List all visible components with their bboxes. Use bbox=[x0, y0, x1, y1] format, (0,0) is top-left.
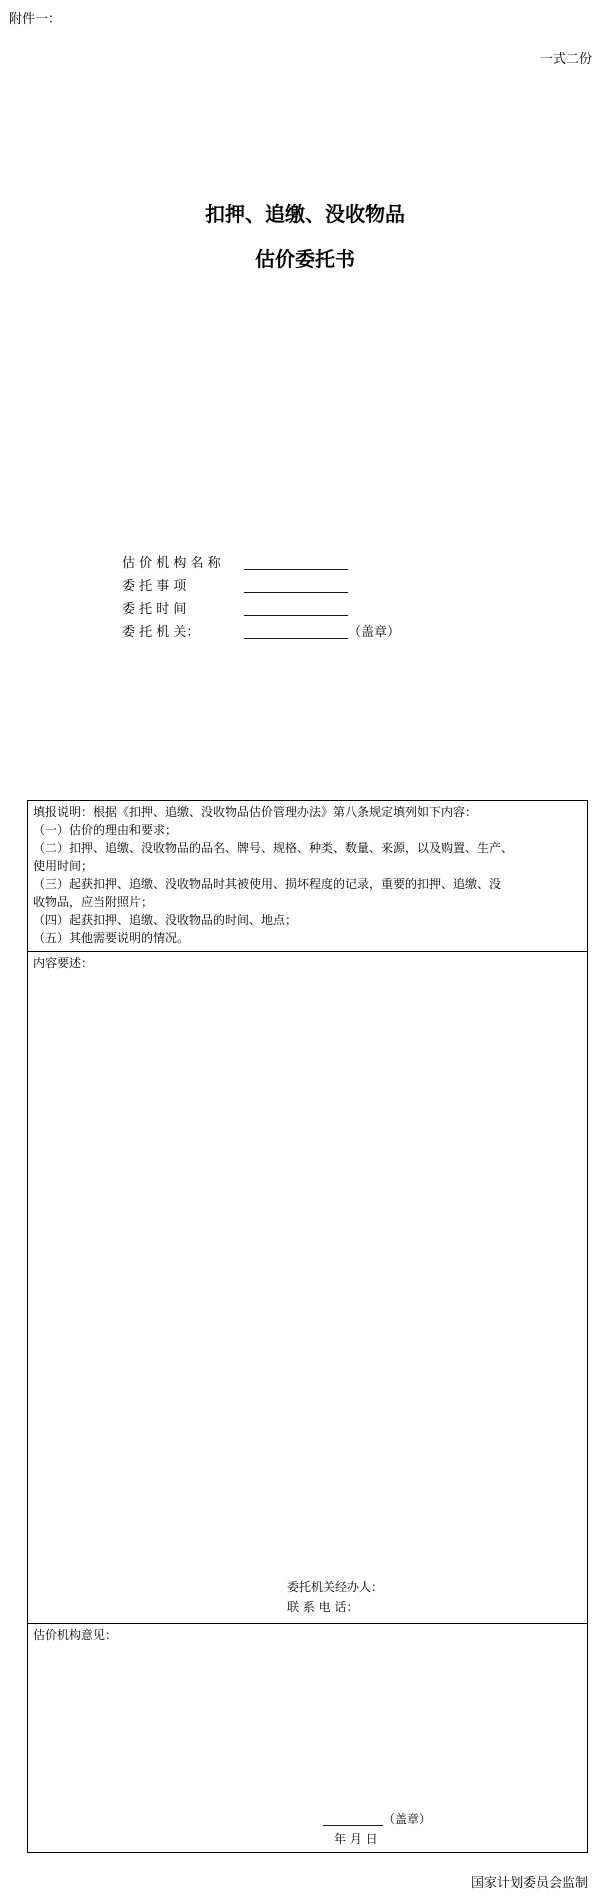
handler-label: 委托机关经办人： bbox=[287, 1580, 384, 1594]
field-label: 估 价 机 构 名 称 bbox=[122, 556, 221, 571]
field-blank: ________________（盖章） bbox=[244, 625, 401, 640]
notes-line: （三）起获扣押、追缴、没收物品时其被使用、损坏程度的记录，重要的扣押、追缴、没 bbox=[33, 877, 502, 891]
notes-line: （一）估价的理由和要求； bbox=[33, 823, 178, 837]
content-box[interactable] bbox=[27, 951, 588, 1624]
document-title-line1: 扣押、追缴、没收物品 bbox=[205, 202, 405, 226]
field-label: 委 托 事 项 bbox=[122, 579, 187, 594]
field-blank: ________________ bbox=[244, 579, 348, 594]
copies-label: 一式二份 bbox=[539, 52, 592, 67]
document-title-line2: 估价委托书 bbox=[255, 247, 355, 271]
field-entrusting-authority bbox=[122, 621, 400, 640]
seal-line: __________（盖章） bbox=[323, 1812, 432, 1826]
opinion-label: 估价机构意见： bbox=[33, 1628, 118, 1642]
field-label: 委 托 时 间 bbox=[122, 602, 187, 617]
notes-line: 收物品，应当附照片； bbox=[33, 895, 154, 909]
phone-label: 联 系 电 话： bbox=[287, 1600, 359, 1614]
opinion-box[interactable] bbox=[27, 1623, 588, 1853]
footer-issuer: 国家计划委员会监制 bbox=[470, 1876, 588, 1891]
field-entrusted-matter bbox=[122, 575, 348, 594]
date-line: 年 月 日 bbox=[334, 1832, 378, 1846]
field-entrust-time bbox=[122, 598, 348, 617]
attachment-label: 附件一： bbox=[9, 12, 62, 27]
notes-line: （二）扣押、追缴、没收物品的品名、牌号、规格、种类、数量、来源，以及购置、生产、 bbox=[33, 841, 514, 855]
notes-line: 填报说明：根据《扣押、追缴、没收物品估价管理办法》第八条规定填列如下内容： bbox=[33, 805, 478, 819]
field-blank: ________________ bbox=[244, 556, 348, 571]
content-label: 内容要述： bbox=[33, 956, 94, 970]
notes-line: （五）其他需要说明的情况。 bbox=[33, 931, 190, 945]
notes-line: 使用时间； bbox=[33, 859, 94, 873]
notes-line: （四）起获扣押、追缴、没收物品的时间、地点； bbox=[33, 913, 298, 927]
field-appraiser-name bbox=[122, 552, 348, 571]
field-label: 委 托 机 关： bbox=[122, 625, 200, 640]
notes-box bbox=[27, 800, 588, 952]
field-blank: ________________ bbox=[244, 602, 348, 617]
